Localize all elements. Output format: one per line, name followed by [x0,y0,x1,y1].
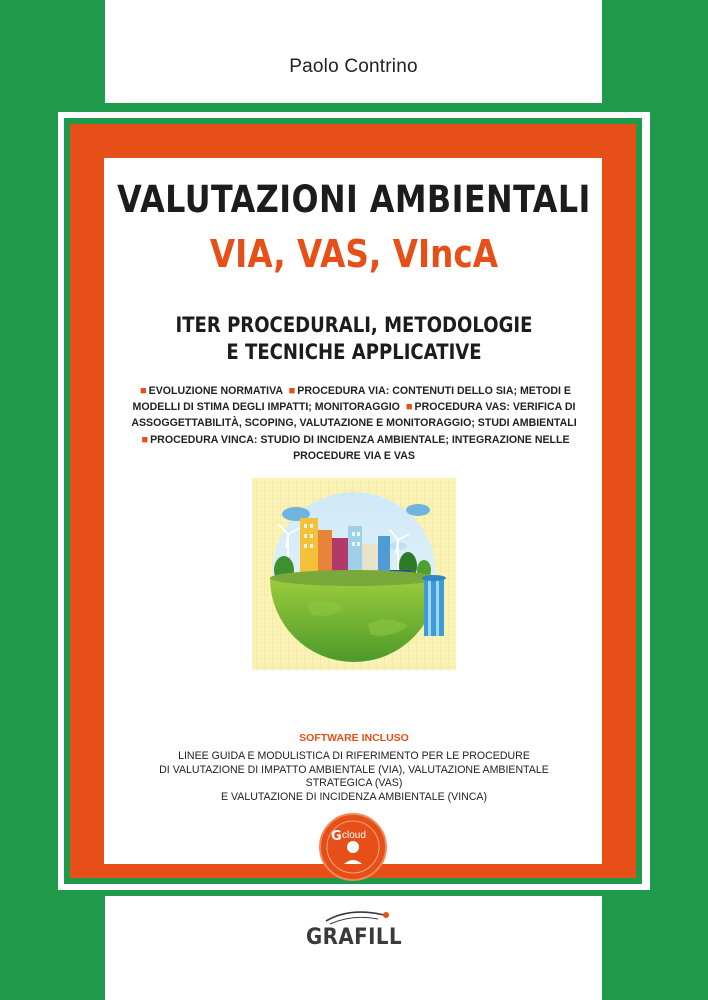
g-cloud-badge [318,812,388,882]
software-description [130,750,578,804]
topic-item: PROCEDURA VAS: VERIFICA DI ASSOGGETTABILITÀ, SCOPING, VALUTAZIONE E MONITORAGGIO; STUDI AMBIENTALI [131,401,577,430]
author-name: Paolo Contrino [289,56,418,77]
topic-item: PROCEDURA VIA: CONTENUTI DELLO SIA; METODI E MODELLI DI STIMA DEGLI IMPATTI; MONITORAGGIO [132,385,571,414]
subtitle-line1: ITER PROCEDURALI, METODOLOGIE [175,313,533,337]
software-line: E VALUTAZIONE DI INCIDENZA AMBIENTALE (VINCA) [220,790,488,803]
bullet-icon: ■ [140,385,147,397]
book-title-line1: VALUTAZIONI AMBIENTALI [117,178,591,221]
badge-text: cloud [342,830,366,841]
software-label: SOFTWARE INCLUSO [299,732,409,744]
bullet-icon: ■ [405,401,413,414]
topic-item: EVOLUZIONE NORMATIVA [148,385,283,397]
software-line: LINEE GUIDA E MODULISTICA DI RIFERIMENTO PER LE PROCEDURE [178,750,530,762]
badge-initial: G [331,829,342,844]
subtitle-line2: E TECNICHE APPLICATIVE [226,340,482,364]
earth-city-illustration [248,474,460,674]
topic-item: PROCEDURA VINCA: STUDIO DI INCIDENZA AMBIENTALE; INTEGRAZIONE NELLE PROCEDURE VIA E VAS [150,433,570,462]
topics-list [120,383,588,464]
top-white-band [105,0,602,103]
bullet-icon: ■ [141,433,149,446]
bullet-icon: ■ [288,385,296,397]
software-line: DI VALUTAZIONE DI IMPATTO AMBIENTALE (VIA), VALUTAZIONE AMBIENTALE STRATEGICA (VAS) [159,763,549,789]
book-title-line2: VIA, VAS, VIncA [209,232,499,276]
publisher-name: GRAFILL [305,925,403,950]
